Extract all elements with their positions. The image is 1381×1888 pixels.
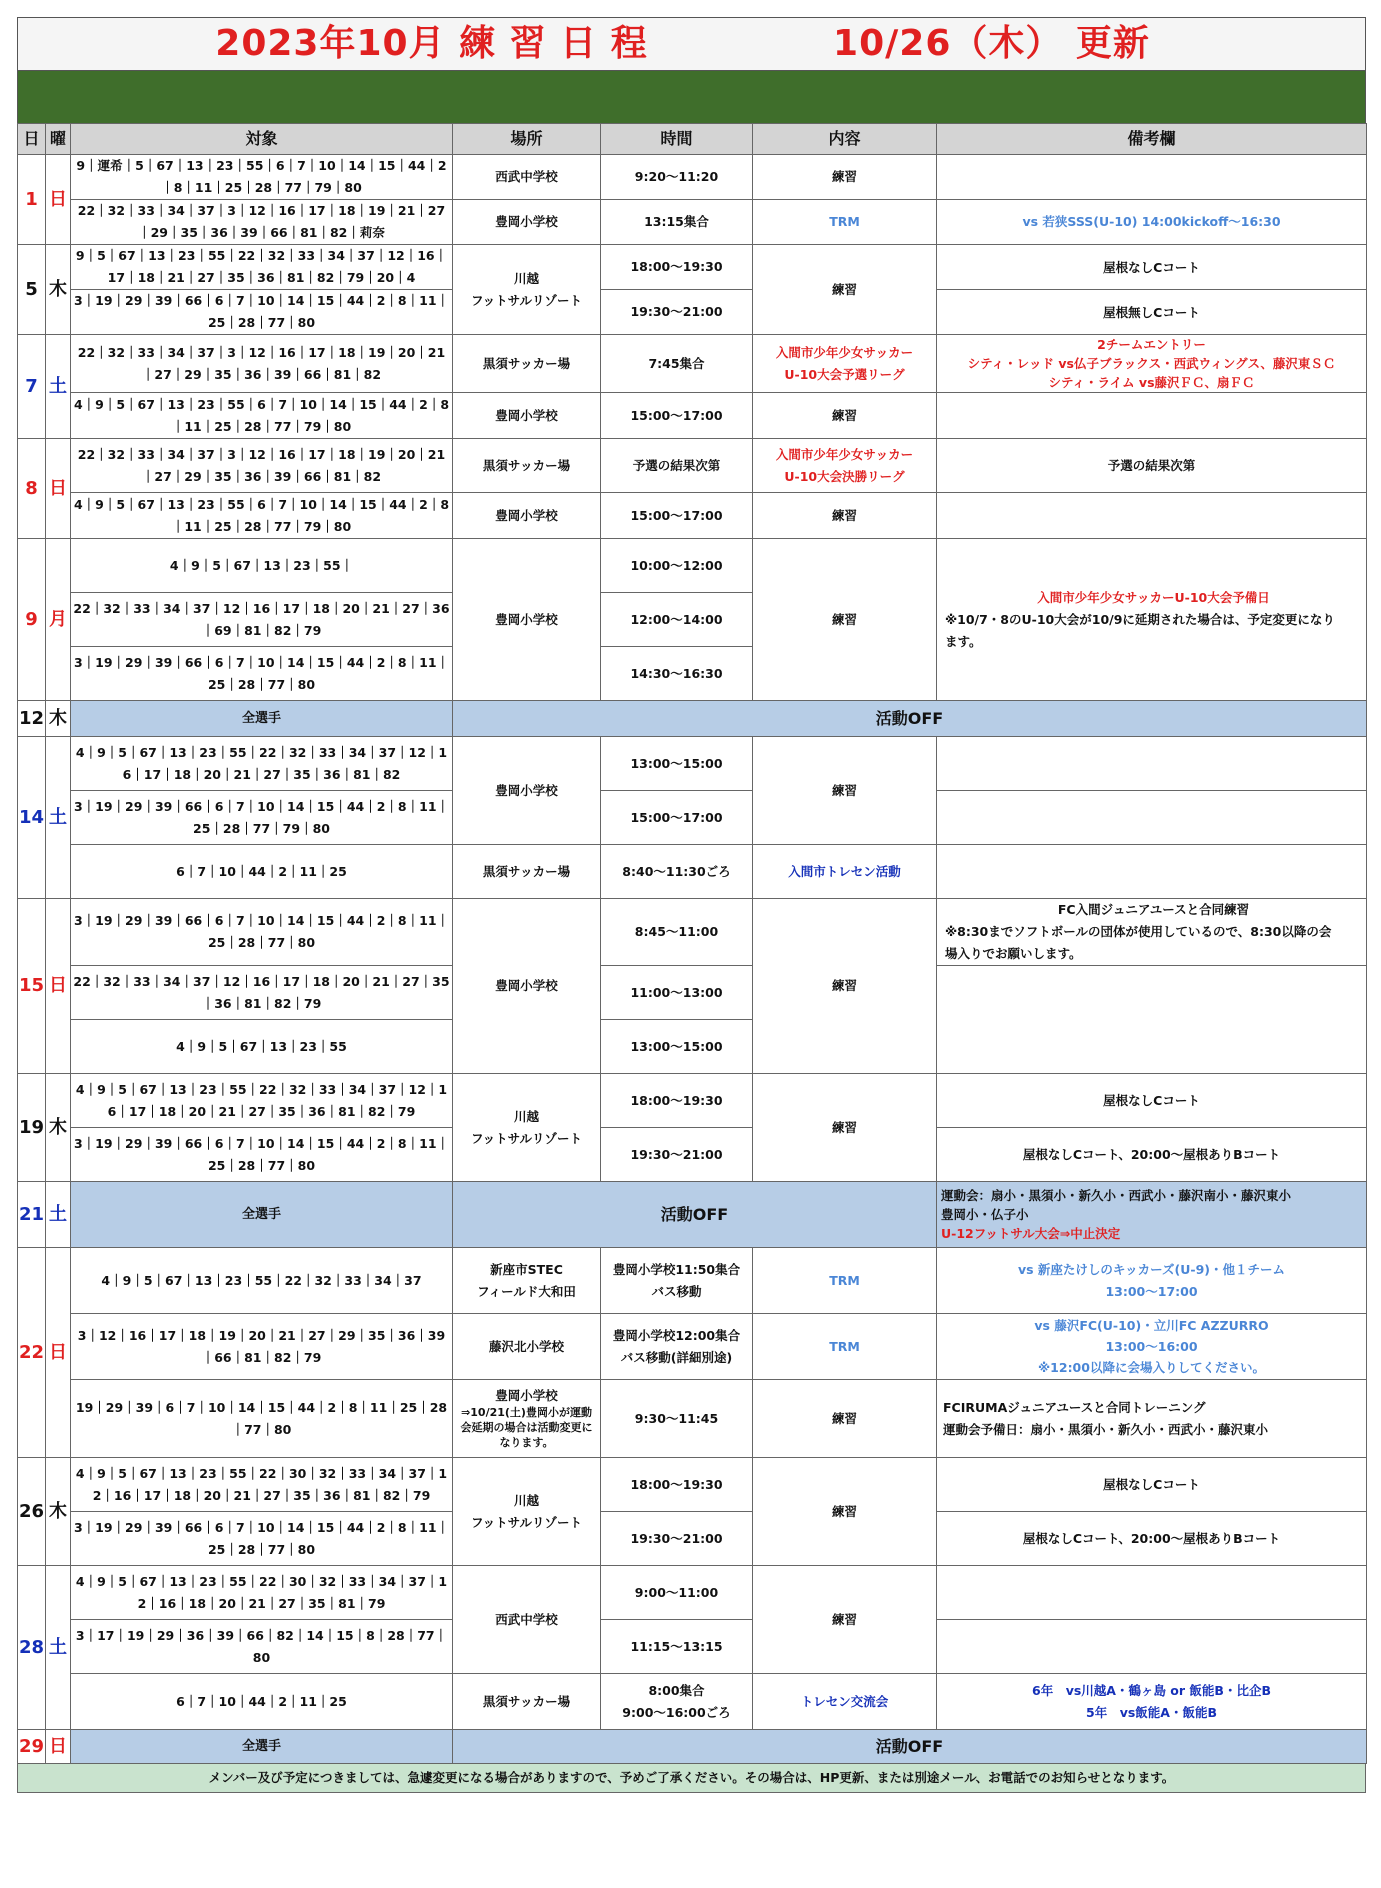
header-day: 日 bbox=[18, 124, 46, 155]
note-cell: 屋根なしCコート bbox=[937, 245, 1367, 290]
header-place: 場所 bbox=[453, 124, 601, 155]
note-cell: vs 新座たけしのキッカーズ(U-9)・他１チーム 13:00〜17:00 bbox=[937, 1248, 1367, 1314]
members-cell: 22｜32｜33｜34｜37｜12｜16｜17｜18｜20｜21｜27｜35｜36｜81｜82｜79 bbox=[71, 966, 453, 1020]
members-cell: 4｜9｜5｜67｜13｜23｜55｜6｜7｜10｜14｜15｜44｜2｜8｜11｜25｜28｜77｜79｜80 bbox=[71, 493, 453, 539]
members-cell: 22｜32｜33｜34｜37｜3｜12｜16｜17｜18｜19｜21｜27｜29｜35｜36｜39｜66｜81｜82｜莉奈 bbox=[71, 200, 453, 245]
table-row bbox=[18, 791, 1367, 845]
members-cell: 19｜29｜39｜6｜7｜10｜14｜15｜44｜2｜8｜11｜25｜28｜77｜80 bbox=[71, 1380, 453, 1458]
note-cell bbox=[937, 1620, 1367, 1674]
table-row bbox=[18, 1074, 1367, 1128]
members-cell: 全選手 bbox=[71, 701, 453, 737]
content-cell: 練習 bbox=[753, 393, 937, 439]
note-title: FC入間ジュニアユースと合同練習 bbox=[1057, 902, 1250, 917]
members-cell: 22｜32｜33｜34｜37｜3｜12｜16｜17｜18｜19｜20｜21｜27｜29｜35｜36｜39｜66｜81｜82 bbox=[71, 335, 453, 393]
content-cell: 練習 bbox=[753, 899, 937, 1074]
day-cell: 19 bbox=[18, 1074, 46, 1182]
time-cell: 14:30〜16:30 bbox=[601, 647, 753, 701]
members-cell: 3｜17｜19｜29｜36｜39｜66｜82｜14｜15｜8｜28｜77｜80 bbox=[71, 1620, 453, 1674]
content-cell: 練習 bbox=[753, 1458, 937, 1566]
note-cell: 屋根なしCコート bbox=[937, 1074, 1367, 1128]
day-cell: 26 bbox=[18, 1458, 46, 1566]
note-text: ※10/7・8のU-10大会が10/9に延期された場合は、予定変更になります。 bbox=[945, 611, 1335, 649]
place-cell: 西武中学校 bbox=[453, 1566, 601, 1674]
members-cell: 4｜9｜5｜67｜13｜23｜55｜22｜30｜32｜33｜34｜37｜12｜16｜18｜20｜21｜27｜35｜81｜79 bbox=[71, 1566, 453, 1620]
members-cell: 6｜7｜10｜44｜2｜11｜25 bbox=[71, 1674, 453, 1730]
page-title bbox=[17, 17, 1366, 70]
content-cell: 練習 bbox=[753, 493, 937, 539]
note-cell bbox=[937, 1182, 1367, 1248]
weekday-cell: 木 bbox=[46, 1458, 71, 1566]
table-row bbox=[18, 1458, 1367, 1512]
place-cell: 豊岡小学校 bbox=[453, 200, 601, 245]
time-cell: 8:40〜11:30ごろ bbox=[601, 845, 753, 899]
time-cell: 13:00〜15:00 bbox=[601, 737, 753, 791]
time-cell: 19:30〜21:00 bbox=[601, 1128, 753, 1182]
content-cell: TRM bbox=[753, 200, 937, 245]
table-row bbox=[18, 701, 1367, 737]
note-cell bbox=[937, 155, 1367, 200]
note-cell bbox=[937, 539, 1367, 701]
note-red: ※12:00以降に会場入りしてください。 bbox=[1038, 1360, 1265, 1375]
weekday-cell: 土 bbox=[46, 335, 71, 439]
table-row bbox=[18, 493, 1367, 539]
time-cell: 11:15〜13:15 bbox=[601, 1620, 753, 1674]
content-cell: 入間市少年少女サッカー U-10大会予選リーグ bbox=[753, 335, 937, 393]
content-cell: 練習 bbox=[753, 155, 937, 200]
header-time: 時間 bbox=[601, 124, 753, 155]
place-cell: 新座市STEC フィールド大和田 bbox=[453, 1248, 601, 1314]
content-cell: 練習 bbox=[753, 1074, 937, 1182]
day-cell: 9 bbox=[18, 539, 46, 701]
members-cell: 全選手 bbox=[71, 1730, 453, 1764]
note-cell bbox=[937, 1314, 1367, 1380]
table-row bbox=[18, 737, 1367, 791]
table-row bbox=[18, 966, 1367, 1020]
members-cell: 4｜9｜5｜67｜13｜23｜55 bbox=[71, 1020, 453, 1074]
time-cell: 13:00〜15:00 bbox=[601, 1020, 753, 1074]
time-cell: 15:00〜17:00 bbox=[601, 791, 753, 845]
place-cell: 黒須サッカー場 bbox=[453, 439, 601, 493]
schedule-table bbox=[17, 123, 1367, 1764]
members-cell: 3｜19｜29｜39｜66｜6｜7｜10｜14｜15｜44｜2｜8｜11｜25｜28｜77｜80 bbox=[71, 290, 453, 335]
members-cell: 22｜32｜33｜34｜37｜3｜12｜16｜17｜18｜19｜20｜21｜27｜29｜35｜36｜39｜66｜81｜82 bbox=[71, 439, 453, 493]
note-cell bbox=[937, 393, 1367, 439]
place-name: 豊岡小学校 bbox=[495, 1388, 558, 1403]
members-cell: 3｜19｜29｜39｜66｜6｜7｜10｜14｜15｜44｜2｜8｜11｜25｜28｜77｜80 bbox=[71, 1128, 453, 1182]
members-cell: 全選手 bbox=[71, 1182, 453, 1248]
note-cell: FCIRUMAジュニアユースと合同トレーニング 運動会予備日：扇小・黒須小・新久小・西武小・藤沢東小 bbox=[937, 1380, 1367, 1458]
note-cell bbox=[937, 791, 1367, 845]
note-cell bbox=[937, 737, 1367, 791]
table-row bbox=[18, 1730, 1367, 1764]
day-cell: 28 bbox=[18, 1566, 46, 1730]
note-cell bbox=[937, 493, 1367, 539]
table-row bbox=[18, 155, 1367, 200]
note-red: U-12フットサル大会⇒中止決定 bbox=[941, 1226, 1121, 1241]
note-text: vs 藤沢FC(U-10)・立川FC AZZURRO 13:00〜16:00 bbox=[1034, 1318, 1269, 1354]
time-cell: 8:00集合 9:00〜16:00ごろ bbox=[601, 1674, 753, 1730]
table-row bbox=[18, 1314, 1367, 1380]
members-cell: 9｜運希｜5｜67｜13｜23｜55｜6｜7｜10｜14｜15｜44｜2｜8｜11｜25｜28｜77｜79｜80 bbox=[71, 155, 453, 200]
time-cell: 19:30〜21:00 bbox=[601, 1512, 753, 1566]
table-row bbox=[18, 245, 1367, 290]
place-cell: 豊岡小学校 bbox=[453, 493, 601, 539]
table-row bbox=[18, 845, 1367, 899]
members-cell: 3｜19｜29｜39｜66｜6｜7｜10｜14｜15｜44｜2｜8｜11｜25｜28｜77｜80 bbox=[71, 647, 453, 701]
table-row bbox=[18, 1380, 1367, 1458]
place-cell bbox=[453, 1380, 601, 1458]
day-cell: 8 bbox=[18, 439, 46, 539]
time-cell: 10:00〜12:00 bbox=[601, 539, 753, 593]
time-cell: 18:00〜19:30 bbox=[601, 1458, 753, 1512]
place-cell: 豊岡小学校 bbox=[453, 393, 601, 439]
table-row bbox=[18, 1674, 1367, 1730]
title-main: 2023年10月 練 習 日 程 bbox=[215, 23, 648, 64]
place-cell: 豊岡小学校 bbox=[453, 899, 601, 1074]
members-cell: 4｜9｜5｜67｜13｜23｜55｜22｜32｜33｜34｜37｜12｜16｜17｜18｜20｜21｜27｜35｜36｜81｜82 bbox=[71, 737, 453, 791]
note-cell bbox=[937, 1566, 1367, 1620]
note-cell: 屋根なしCコート、20:00〜屋根ありBコート bbox=[937, 1128, 1367, 1182]
time-cell: 19:30〜21:00 bbox=[601, 290, 753, 335]
table-row bbox=[18, 200, 1367, 245]
time-cell: 18:00〜19:30 bbox=[601, 1074, 753, 1128]
table-row bbox=[18, 899, 1367, 966]
time-cell: 8:45〜11:00 bbox=[601, 899, 753, 966]
note-cell: 屋根なしCコート bbox=[937, 1458, 1367, 1512]
place-cell: 川越 フットサルリゾート bbox=[453, 1458, 601, 1566]
note-cell: 2チームエントリー シティ・レッド vs仏子ブラックス・西武ウィングス、藤沢東ＳＣ シティ・ライム vs藤沢ＦＣ、扇ＦＣ bbox=[937, 335, 1367, 393]
time-cell: 7:45集合 bbox=[601, 335, 753, 393]
members-cell: 6｜7｜10｜44｜2｜11｜25 bbox=[71, 845, 453, 899]
day-cell: 29 bbox=[18, 1730, 46, 1764]
members-cell: 3｜12｜16｜17｜18｜19｜20｜21｜27｜29｜35｜36｜39｜66｜81｜82｜79 bbox=[71, 1314, 453, 1380]
header-band bbox=[17, 70, 1366, 123]
time-cell: 9:30〜11:45 bbox=[601, 1380, 753, 1458]
members-cell: 4｜9｜5｜67｜13｜23｜55｜22｜32｜33｜34｜37｜12｜16｜17｜18｜20｜21｜27｜35｜36｜81｜82｜79 bbox=[71, 1074, 453, 1128]
content-cell: 入間市少年少女サッカー U-10大会決勝リーグ bbox=[753, 439, 937, 493]
place-cell: 豊岡小学校 bbox=[453, 737, 601, 845]
table-row bbox=[18, 1512, 1367, 1566]
day-cell: 21 bbox=[18, 1182, 46, 1248]
weekday-cell: 土 bbox=[46, 737, 71, 899]
note-text: ※8:30までソフトボールの団体が使用しているので、8:30以降の会場入りでお願いします。 bbox=[945, 924, 1332, 961]
content-cell: 練習 bbox=[753, 539, 937, 701]
place-cell: 黒須サッカー場 bbox=[453, 1674, 601, 1730]
place-cell: 黒須サッカー場 bbox=[453, 845, 601, 899]
content-cell: 練習 bbox=[753, 737, 937, 845]
time-cell: 9:20〜11:20 bbox=[601, 155, 753, 200]
weekday-cell: 木 bbox=[46, 1074, 71, 1182]
place-cell: 川越 フットサルリゾート bbox=[453, 1074, 601, 1182]
members-cell: 4｜9｜5｜67｜13｜23｜55｜22｜30｜32｜33｜34｜37｜12｜16｜17｜18｜20｜21｜27｜35｜36｜81｜82｜79 bbox=[71, 1458, 453, 1512]
time-cell: 12:00〜14:00 bbox=[601, 593, 753, 647]
note-cell: 屋根なしCコート、20:00〜屋根ありBコート bbox=[937, 1512, 1367, 1566]
members-cell: 3｜19｜29｜39｜66｜6｜7｜10｜14｜15｜44｜2｜8｜11｜25｜28｜77｜79｜80 bbox=[71, 791, 453, 845]
table-row bbox=[18, 1248, 1367, 1314]
day-cell: 22 bbox=[18, 1248, 46, 1458]
time-cell: 予選の結果次第 bbox=[601, 439, 753, 493]
place-cell: 藤沢北小学校 bbox=[453, 1314, 601, 1380]
time-cell: 9:00〜11:00 bbox=[601, 1566, 753, 1620]
table-row bbox=[18, 439, 1367, 493]
day-cell: 7 bbox=[18, 335, 46, 439]
weekday-cell: 日 bbox=[46, 439, 71, 539]
content-cell: 練習 bbox=[753, 245, 937, 335]
day-cell: 14 bbox=[18, 737, 46, 899]
weekday-cell: 日 bbox=[46, 1730, 71, 1764]
weekday-cell: 土 bbox=[46, 1566, 71, 1730]
note-cell bbox=[937, 845, 1367, 899]
header-weekday: 曜 bbox=[46, 124, 71, 155]
note-cell bbox=[937, 966, 1367, 1074]
header-content: 内容 bbox=[753, 124, 937, 155]
content-cell: トレセン交流会 bbox=[753, 1674, 937, 1730]
members-cell: 9｜5｜67｜13｜23｜55｜22｜32｜33｜34｜37｜12｜16｜17｜18｜21｜27｜35｜36｜81｜82｜79｜20｜4 bbox=[71, 245, 453, 290]
place-cell: 黒須サッカー場 bbox=[453, 335, 601, 393]
members-cell: 3｜19｜29｜39｜66｜6｜7｜10｜14｜15｜44｜2｜8｜11｜25｜28｜77｜80 bbox=[71, 899, 453, 966]
place-cell: 豊岡小学校 bbox=[453, 539, 601, 701]
content-cell: TRM bbox=[753, 1248, 937, 1314]
table-row bbox=[18, 290, 1367, 335]
table-row bbox=[18, 1128, 1367, 1182]
place-cell: 川越 フットサルリゾート bbox=[453, 245, 601, 335]
members-cell: 4｜9｜5｜67｜13｜23｜55｜ bbox=[71, 539, 453, 593]
time-cell: 18:00〜19:30 bbox=[601, 245, 753, 290]
weekday-cell: 日 bbox=[46, 1248, 71, 1458]
note-text: 運動会：扇小・黒須小・新久小・西武小・藤沢南小・藤沢東小 豊岡小・仏子小 bbox=[941, 1188, 1292, 1222]
title-updated: 10/26（木） 更新 bbox=[833, 23, 1150, 64]
content-cell: 入間市トレセン活動 bbox=[753, 845, 937, 899]
time-cell: 豊岡小学校12:00集合 バス移動(詳細別途) bbox=[601, 1314, 753, 1380]
table-row bbox=[18, 1182, 1367, 1248]
table-header-row bbox=[18, 124, 1367, 155]
members-cell: 22｜32｜33｜34｜37｜12｜16｜17｜18｜20｜21｜27｜36｜69｜81｜82｜79 bbox=[71, 593, 453, 647]
table-row bbox=[18, 1620, 1367, 1674]
weekday-cell: 木 bbox=[46, 245, 71, 335]
day-cell: 12 bbox=[18, 701, 46, 737]
members-cell: 4｜9｜5｜67｜13｜23｜55｜6｜7｜10｜14｜15｜44｜2｜8｜11｜25｜28｜77｜79｜80 bbox=[71, 393, 453, 439]
note-cell: 6年 vs川越A・鶴ヶ島 or 飯能B・比企B 5年 vs飯能A・飯能B bbox=[937, 1674, 1367, 1730]
header-notes: 備考欄 bbox=[937, 124, 1367, 155]
content-cell: 練習 bbox=[753, 1380, 937, 1458]
note-red: 入間市少年少女サッカーU-10大会予備日 bbox=[1037, 589, 1270, 605]
day-cell: 15 bbox=[18, 899, 46, 1074]
schedule-sheet bbox=[17, 17, 1366, 1793]
note-cell bbox=[937, 899, 1367, 966]
weekday-cell: 日 bbox=[46, 899, 71, 1074]
weekday-cell: 土 bbox=[46, 1182, 71, 1248]
table-row bbox=[18, 539, 1367, 593]
note-cell: vs 若狭SSS(U-10) 14:00kickoff〜16:30 bbox=[937, 200, 1367, 245]
weekday-cell: 木 bbox=[46, 701, 71, 737]
place-cell: 西武中学校 bbox=[453, 155, 601, 200]
time-cell: 15:00〜17:00 bbox=[601, 393, 753, 439]
day-cell: 1 bbox=[18, 155, 46, 245]
off-cell: 活動OFF bbox=[453, 1182, 937, 1248]
content-cell: TRM bbox=[753, 1314, 937, 1380]
time-cell: 15:00〜17:00 bbox=[601, 493, 753, 539]
time-cell: 11:00〜13:00 bbox=[601, 966, 753, 1020]
table-row bbox=[18, 1566, 1367, 1620]
weekday-cell: 月 bbox=[46, 539, 71, 701]
place-note: ⇒10/21(土)豊岡小が運動会延期の場合は活動変更になります。 bbox=[460, 1406, 593, 1449]
off-cell: 活動OFF bbox=[453, 1730, 1367, 1764]
note-cell: 屋根無しCコート bbox=[937, 290, 1367, 335]
members-cell: 4｜9｜5｜67｜13｜23｜55｜22｜32｜33｜34｜37 bbox=[71, 1248, 453, 1314]
table-row bbox=[18, 393, 1367, 439]
note-cell: 予選の結果次第 bbox=[937, 439, 1367, 493]
table-row bbox=[18, 335, 1367, 393]
time-cell: 13:15集合 bbox=[601, 200, 753, 245]
header-members: 対象 bbox=[71, 124, 453, 155]
content-cell: 練習 bbox=[753, 1566, 937, 1674]
members-cell: 3｜19｜29｜39｜66｜6｜7｜10｜14｜15｜44｜2｜8｜11｜25｜28｜77｜80 bbox=[71, 1512, 453, 1566]
time-cell: 豊岡小学校11:50集合 バス移動 bbox=[601, 1248, 753, 1314]
day-cell: 5 bbox=[18, 245, 46, 335]
footer-note: メンバー及び予定につきましては、急遽変更になる場合がありますので、予めご了承ください。その場合は、HP更新、または別途メール、お電話でのお知らせとなります。 bbox=[17, 1764, 1366, 1793]
weekday-cell: 日 bbox=[46, 155, 71, 245]
off-cell: 活動OFF bbox=[453, 701, 1367, 737]
